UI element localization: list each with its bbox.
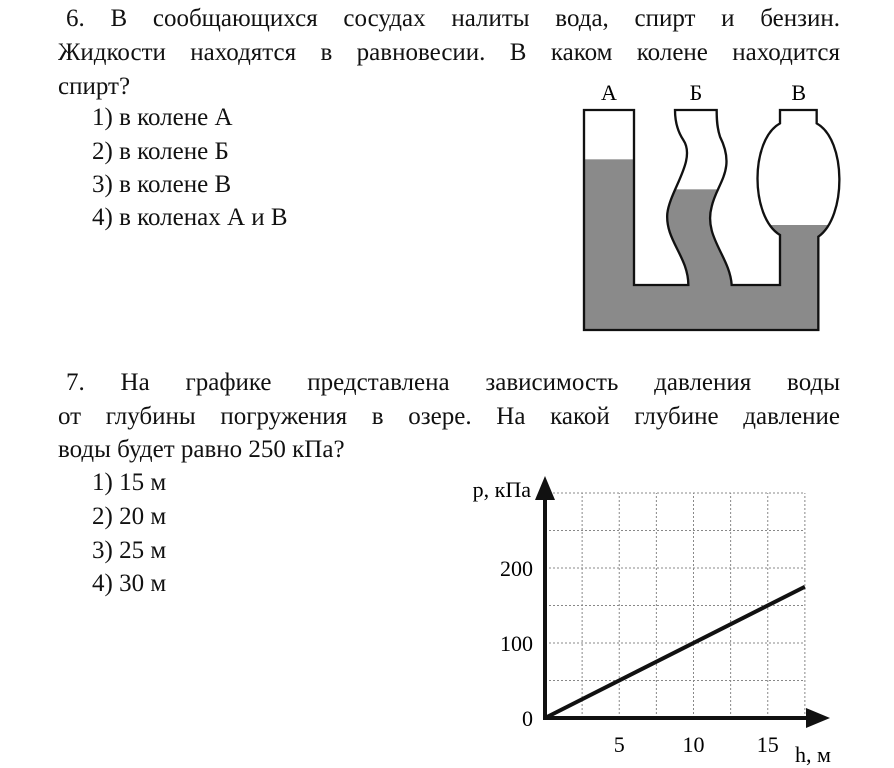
y-tick-label: 100 (500, 631, 533, 656)
label-v: В (791, 80, 807, 105)
q6-option-1[interactable]: 1) в колене А (92, 104, 233, 131)
q7-option-2[interactable]: 2) 20 м (92, 503, 167, 530)
q6-text-line: 6. В сообщающихся сосудах налиты вода, спирт и бензин. (66, 5, 840, 32)
communicating-vessels-figure (570, 70, 870, 340)
q7-text-line: воды будет равно 250 кПа? (58, 436, 345, 463)
q6-option-3[interactable]: 3) в колене В (92, 171, 232, 198)
x-tick-label: 10 (682, 732, 705, 757)
x-tick-label: 15 (756, 732, 779, 757)
q6-text-line: Жидкости находятся в равновесии. В каком колене находится (58, 39, 840, 66)
series-line (545, 587, 805, 718)
q7-option-1[interactable]: 1) 15 м (92, 469, 167, 496)
y-tick-label: 200 (500, 556, 533, 581)
q6-text-line: спирт? (58, 73, 131, 100)
y-axis-arrow (535, 476, 555, 500)
q7-text-line: 7. На графике представлена зависимость давления воды (66, 369, 840, 396)
y-tick-label: 0 (522, 706, 533, 731)
y-axis-label: p, кПа (472, 477, 531, 502)
label-b: Б (689, 80, 703, 105)
x-tick-label: 5 (613, 732, 625, 757)
q7-option-3[interactable]: 3) 25 м (92, 537, 167, 564)
q7-text-line: от глубины погружения в озере. На какой глубине давление (58, 403, 840, 430)
q6-option-4[interactable]: 4) в коленах А и В (92, 204, 288, 231)
q6-option-2[interactable]: 2) в колене Б (92, 138, 229, 165)
x-axis-arrow (806, 708, 830, 728)
pressure-depth-chart (440, 470, 894, 768)
label-a: А (601, 80, 617, 105)
x-axis-label: h, м (795, 742, 831, 767)
q7-option-4[interactable]: 4) 30 м (92, 570, 167, 597)
